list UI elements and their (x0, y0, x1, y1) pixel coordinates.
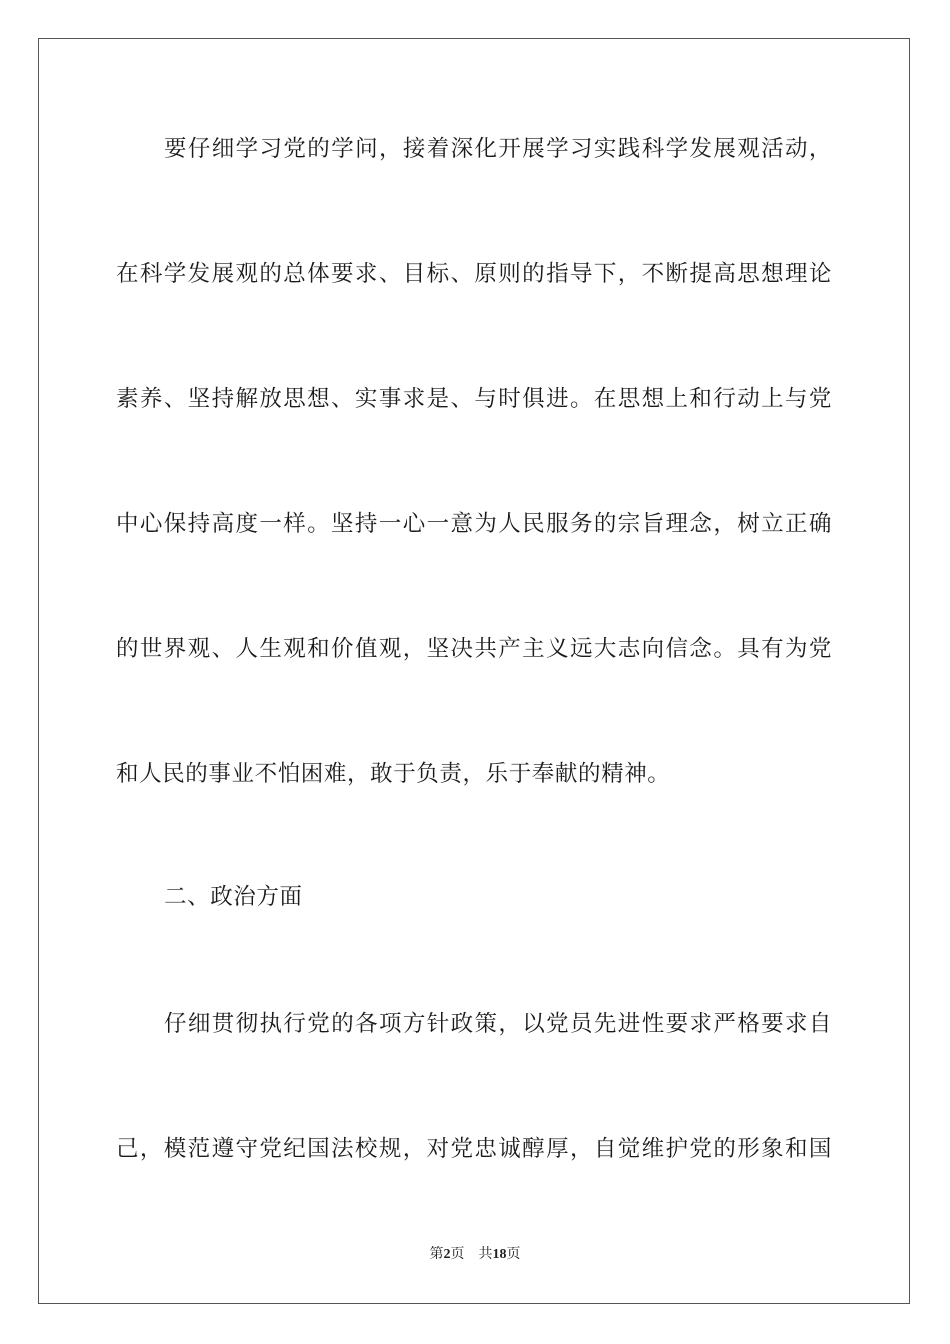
paragraph-line-1: 要仔细学习党的学问，接着深化开展学习实践科学发展观活动， (164, 136, 832, 162)
paragraph-line-3: 素养、坚持解放思想、实事求是、与时俱进。在思想上和行动上与党 (116, 386, 832, 412)
paragraph-line-6: 和人民的事业不怕困难，敢于负责，乐于奉献的精神。 (116, 761, 671, 787)
page-footer (0, 1244, 950, 1265)
footer-total-pages: 18 (492, 1247, 507, 1262)
footer-total-suffix: 页 (506, 1246, 521, 1262)
paragraph-line-7: 仔细贯彻执行党的各项方针政策，以党员先进性要求严格要求自 (164, 1011, 832, 1037)
paragraph-line-8: 己，模范遵守党纪国法校规，对党忠诚醇厚，自觉维护党的形象和国 (116, 1136, 832, 1162)
section-heading: 二、政治方面 (164, 884, 303, 910)
paragraph-line-4: 中心保持高度一样。坚持一心一意为人民服务的宗旨理念，树立正确 (116, 511, 832, 537)
footer-page-suffix: 页 (450, 1246, 465, 1262)
footer-page-prefix: 第 (429, 1246, 444, 1262)
paragraph-line-2: 在科学发展观的总体要求、目标、原则的指导下，不断提高思想理论 (116, 261, 832, 287)
page-border (38, 38, 910, 1304)
paragraph-line-5: 的世界观、人生观和价值观，坚决共产主义远大志向信念。具有为党 (116, 636, 832, 662)
footer-total-prefix: 共 (478, 1246, 493, 1262)
footer-page-number: 2 (443, 1247, 451, 1262)
